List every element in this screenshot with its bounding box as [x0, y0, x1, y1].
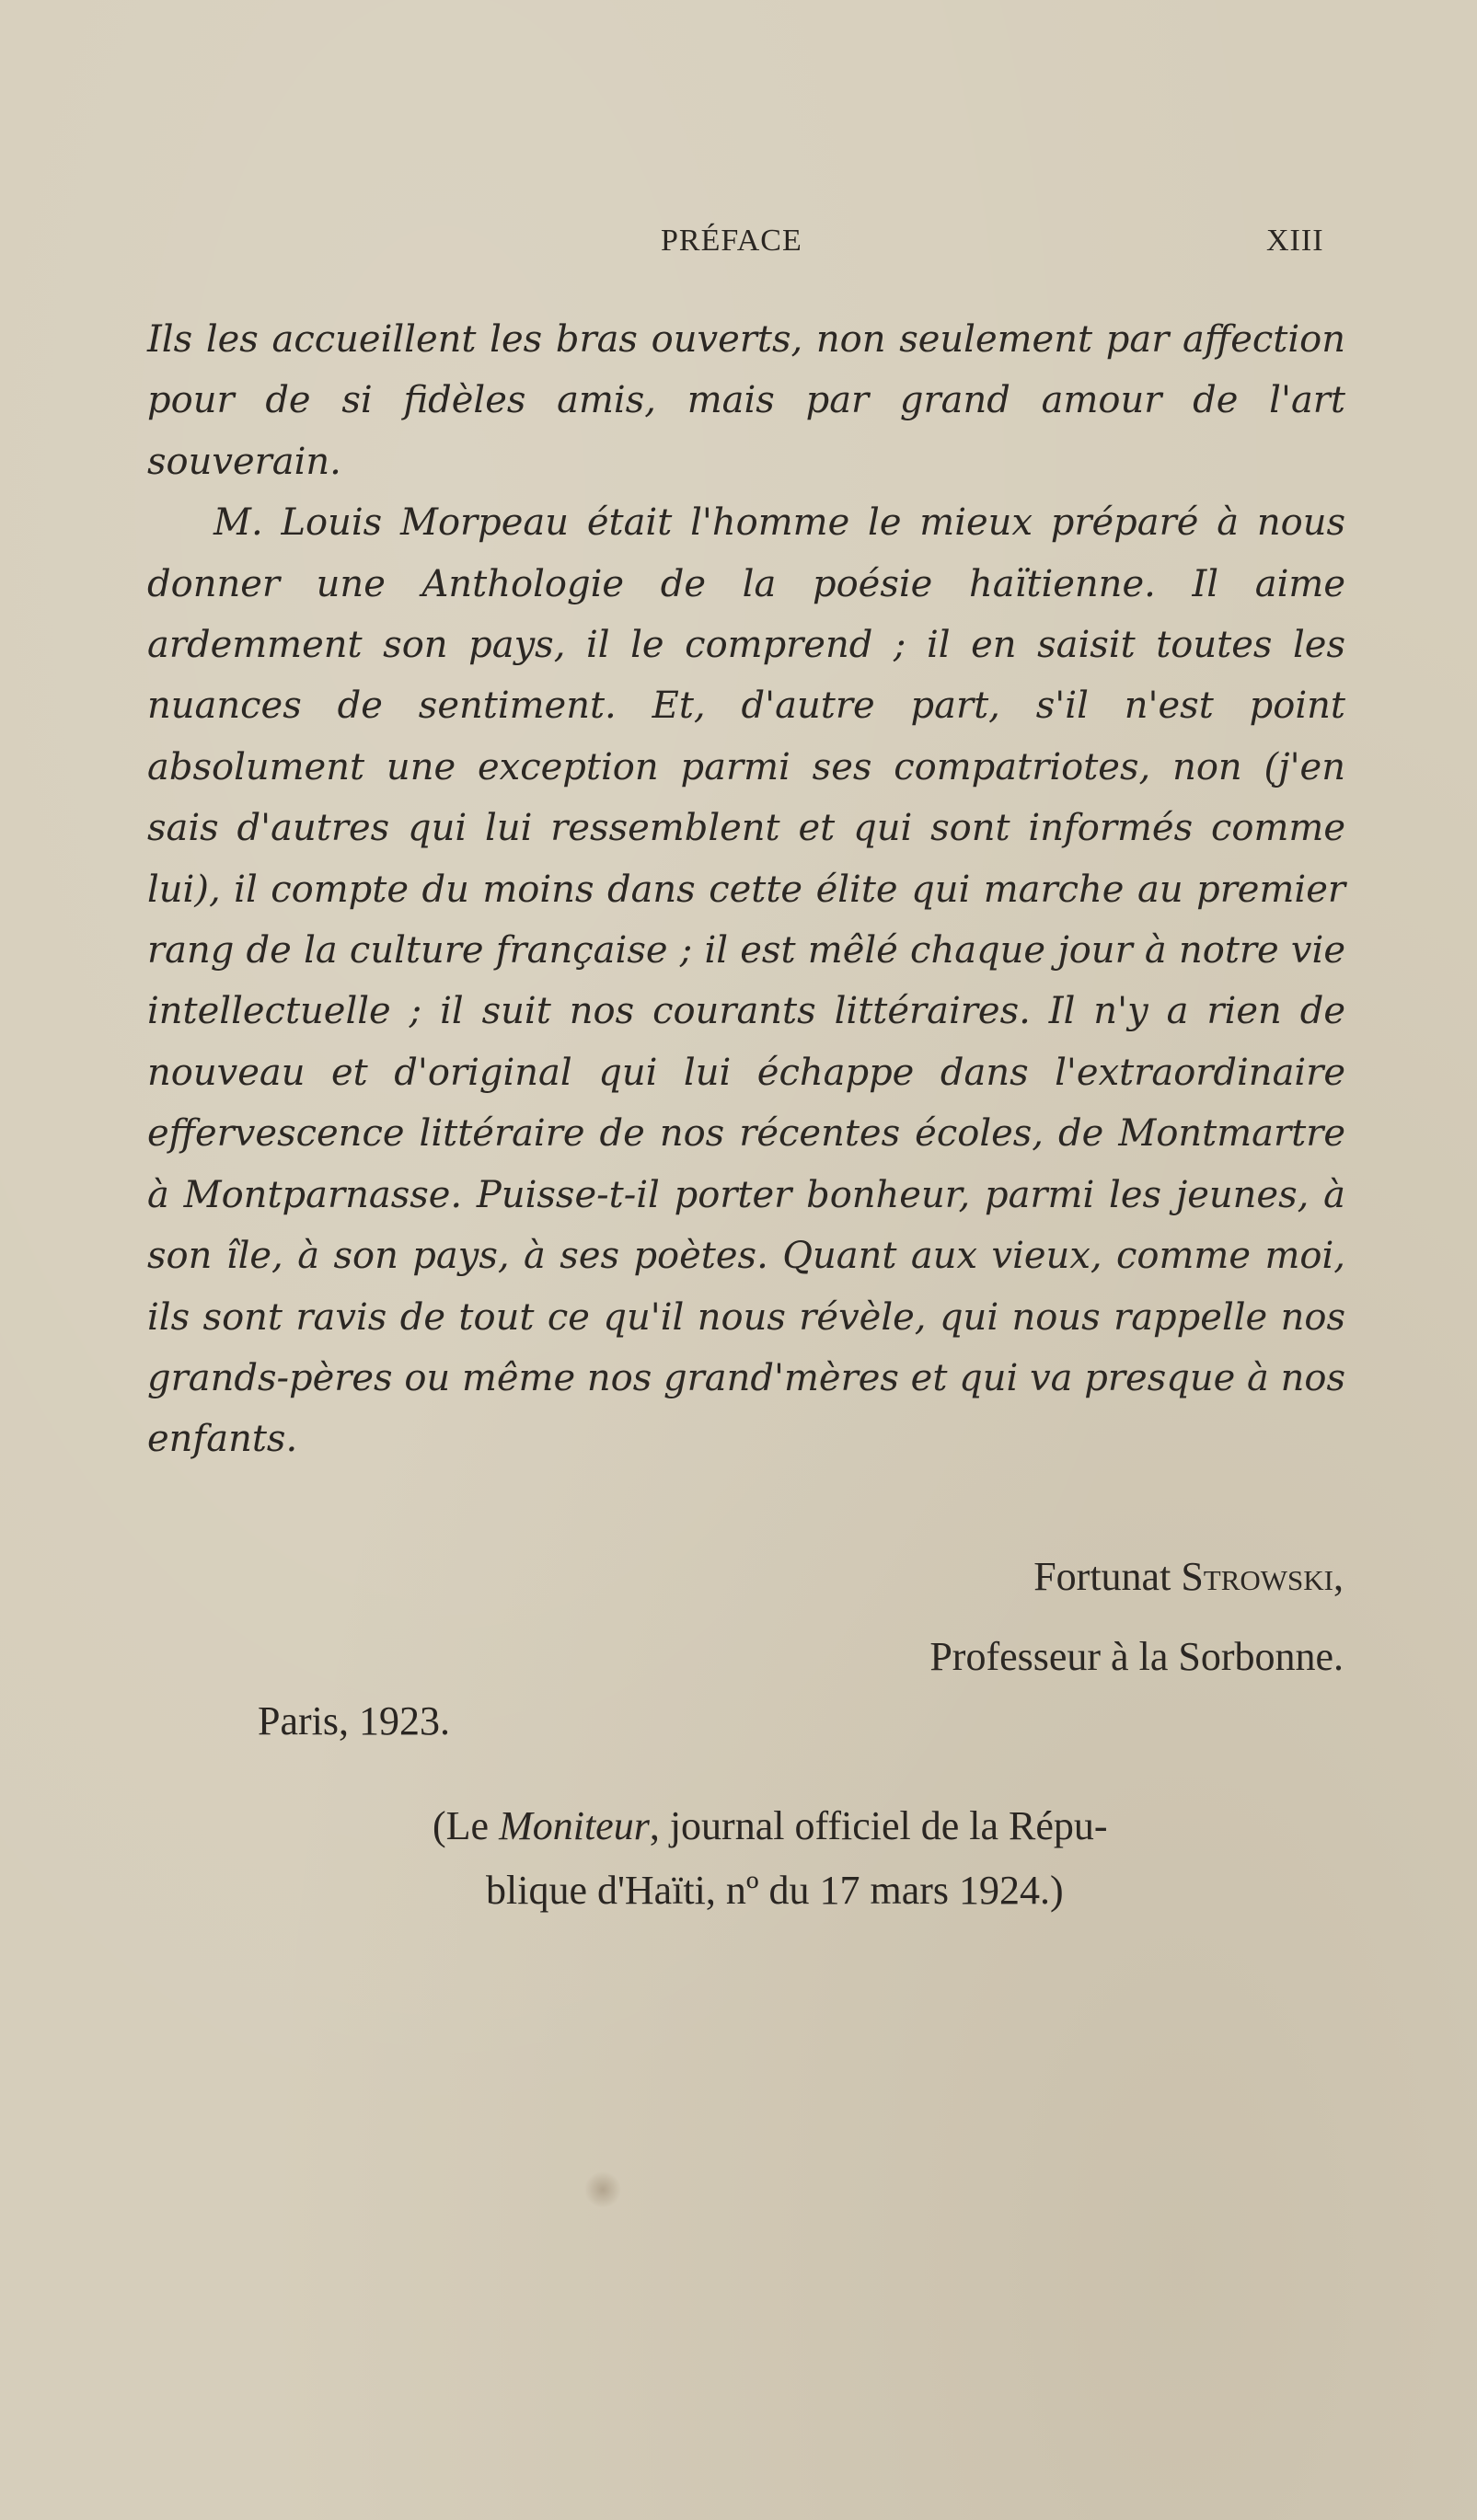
author-signature — [1033, 1553, 1344, 1600]
page-header — [0, 224, 1477, 270]
journal-name: Moniteur — [499, 1803, 650, 1848]
source-citation — [433, 1794, 1344, 1923]
paper-stain — [584, 2171, 621, 2208]
author-name-suffix: , — [1333, 1554, 1344, 1599]
author-title: Professeur à la Sorbonne. — [929, 1634, 1344, 1679]
source-line-2: blique d'Haïti, nº du 17 mars 1924.) — [486, 1868, 1064, 1913]
paragraph-2: M. Louis Morpeau était l'homme le mieux préparé à nous donner une Anthologie de la poésie haïtienne. Il aime ardemment son pays, il le comprend ; il en saisit toutes les nuances de sentiment. Et, d'autre part, s'il n'est point absolument une exception parmi ses compatriotes, non (j'en sais d'autres qui lui ressemblent et qui sont informés comme lui), il compte du moins dans cette élite qui marche au premier rang de la culture française ; il est mêlé chaque jour à notre vie intellectuelle ; il suit nos courants littéraires. Il n'y a rien de nouveau et d'original qui lui échappe dans l'extraordinaire effervescence littéraire de nos récentes écoles, de Montmartre à Montparnasse. Puisse-t-il porter bonheur, parmi les jeunes, à son île, à son pays, à ses poètes. Quant aux vieux, comme moi, ils sont ravis de tout ce qu'il nous révèle, qui nous rappelle nos grands-pères ou même nos grand'mères et qui va presque à nos enfants. — [147, 501, 1345, 1461]
paragraph-1: Ils les accueillent les bras ouverts, non seulement par affection pour de si fidèles amis, mais par grand amour de l'art souverain. — [147, 318, 1345, 483]
place-date: Paris, 1923. — [258, 1698, 450, 1743]
author-last-name: Strowski — [1181, 1554, 1333, 1599]
author-first-name: Fortunat — [1033, 1554, 1171, 1599]
preface-text — [147, 309, 1345, 1470]
source-after: , journal officiel de la Répu- — [649, 1803, 1108, 1848]
running-title: PRÉFACE — [661, 224, 802, 258]
page-number: XIII — [1266, 224, 1324, 258]
source-before: (Le — [433, 1803, 500, 1848]
